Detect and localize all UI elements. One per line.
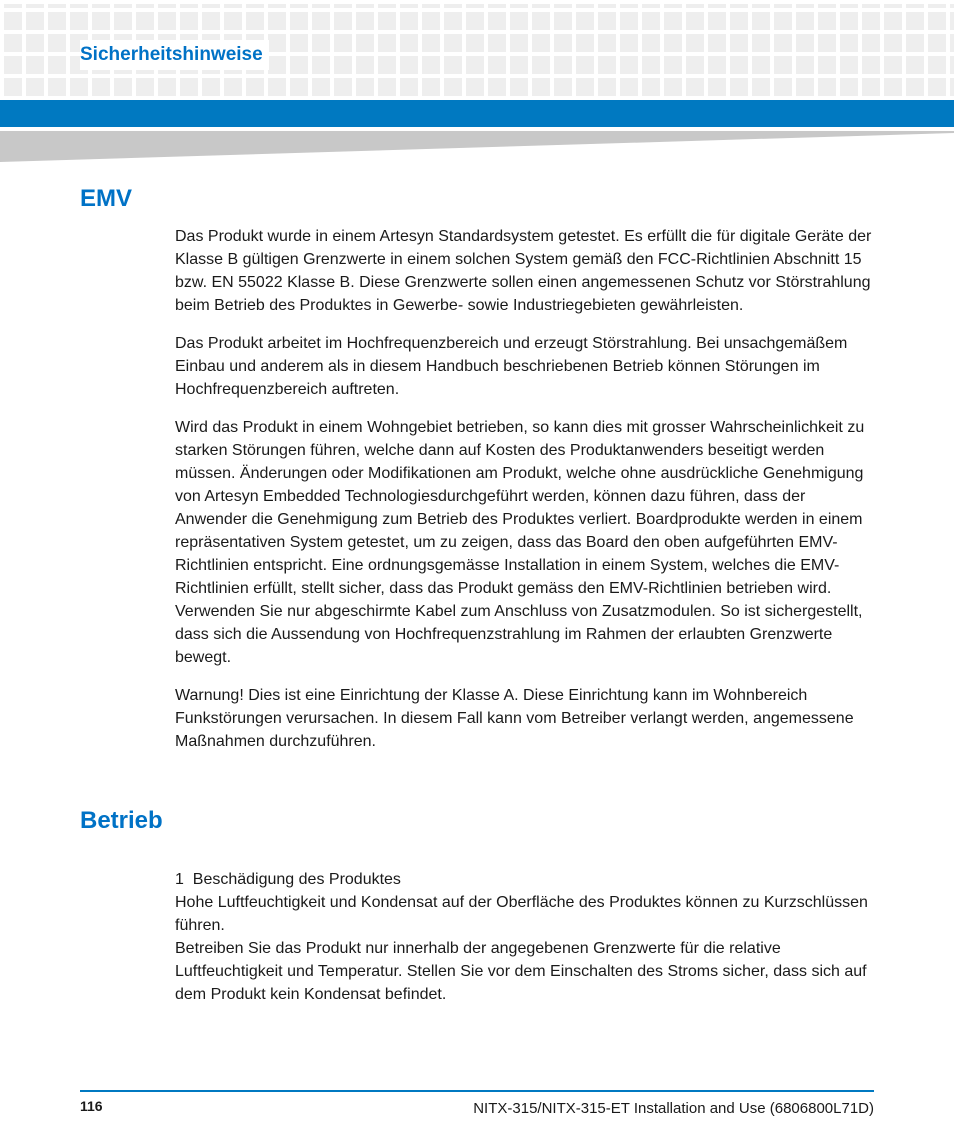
footer-rule [80,1090,874,1092]
header-blue-bar [0,100,954,127]
betrieb-item-title: 1 Beschädigung des Produktes [175,871,401,888]
page-number: 116 [80,1098,103,1114]
heading-emv: EMV [80,185,133,212]
emv-paragraph-1: Das Produkt wurde in einem Artesyn Standardsystem getestet. Es erfüllt die für digitale Geräte der Klasse B gültigen Grenzwerte in einem solchen System gemäß den FCC-Richtlinien Abschnitt 15 bzw. EN 55022 Klasse B. Diese Grenzwerte sollen einen angemessenen Schutz vor Störstrahlung beim Betrieb des Produktes in Gewerbe- sowie Industriegebieten gewährleisten. [175,228,872,314]
betrieb-body [175,868,875,1006]
emv-paragraph-4: Warnung! Dies ist eine Einrichtung der Klasse A. Diese Einrichtung kann im Wohnbereich Funkstörungen verursachen. In diesem Fall kann vom Betreiber verlangt werden, angemessene Maßnahmen durchzuführen. [175,687,854,750]
section-label: Sicherheitshinweise [80,40,269,70]
document-title: NITX-315/NITX-315-ET Installation and Use (6806800L71D) [473,1100,874,1117]
header-grey-wedge [0,131,954,164]
emv-body [175,225,875,768]
emv-paragraph-2: Das Produkt arbeitet im Hochfrequenzbereich und erzeugt Störstrahlung. Bei unsachgemäßem Einbau und anderem als in diesem Handbuch beschriebenen Betrieb können Störungen im Hochfrequenzbereich auftreten. [175,335,848,398]
betrieb-item-line-2: Betreiben Sie das Produkt nur innerhalb der angegebenen Grenzwerte für die relative Luftfeuchtigkeit und Temperatur. Stellen Sie vor dem Einschalten des Stroms sicher, dass sich auf dem Produkt kein Kondensat befindet. [175,940,867,1003]
betrieb-item-line-1: Hohe Luftfeuchtigkeit und Kondensat auf der Oberfläche des Produktes können zu Kurzschlüssen führen. [175,894,868,934]
heading-betrieb: Betrieb [80,807,163,834]
emv-paragraph-3: Wird das Produkt in einem Wohngebiet betrieben, so kann dies mit grosser Wahrscheinlichkeit zu starken Störungen führen, welche dann auf Kosten des Produktanwenders beseitigt werden müssen. Änderungen oder Modifikationen am Produkt, welche ohne ausdrückliche Genehmigung von Artesyn Embedded Technologiesdurchgeführt werden, können dazu führen, dass der Anwender die Genehmigung zum Betrieb des Produktes verliert. Boardprodukte werden in einem repräsentativen System getestet, um zu zeigen, dass das Board den oben aufgeführten EMV-Richtlinien entspricht. Eine ordnungsgemässe Installation in einem System, welches die EMV-Richtlinien erfüllt, stellt sicher, dass das Produkt gemäss den EMV-Richtlinien betrieben wird. Verwenden Sie nur abgeschirmte Kabel zum Anschluss von Zusatzmodulen. So ist sichergestellt, dass sich die Aussendung von Hochfrequenzstrahlung im Rahmen der erlaubten Grenzwerte bewegt. [175,419,865,666]
